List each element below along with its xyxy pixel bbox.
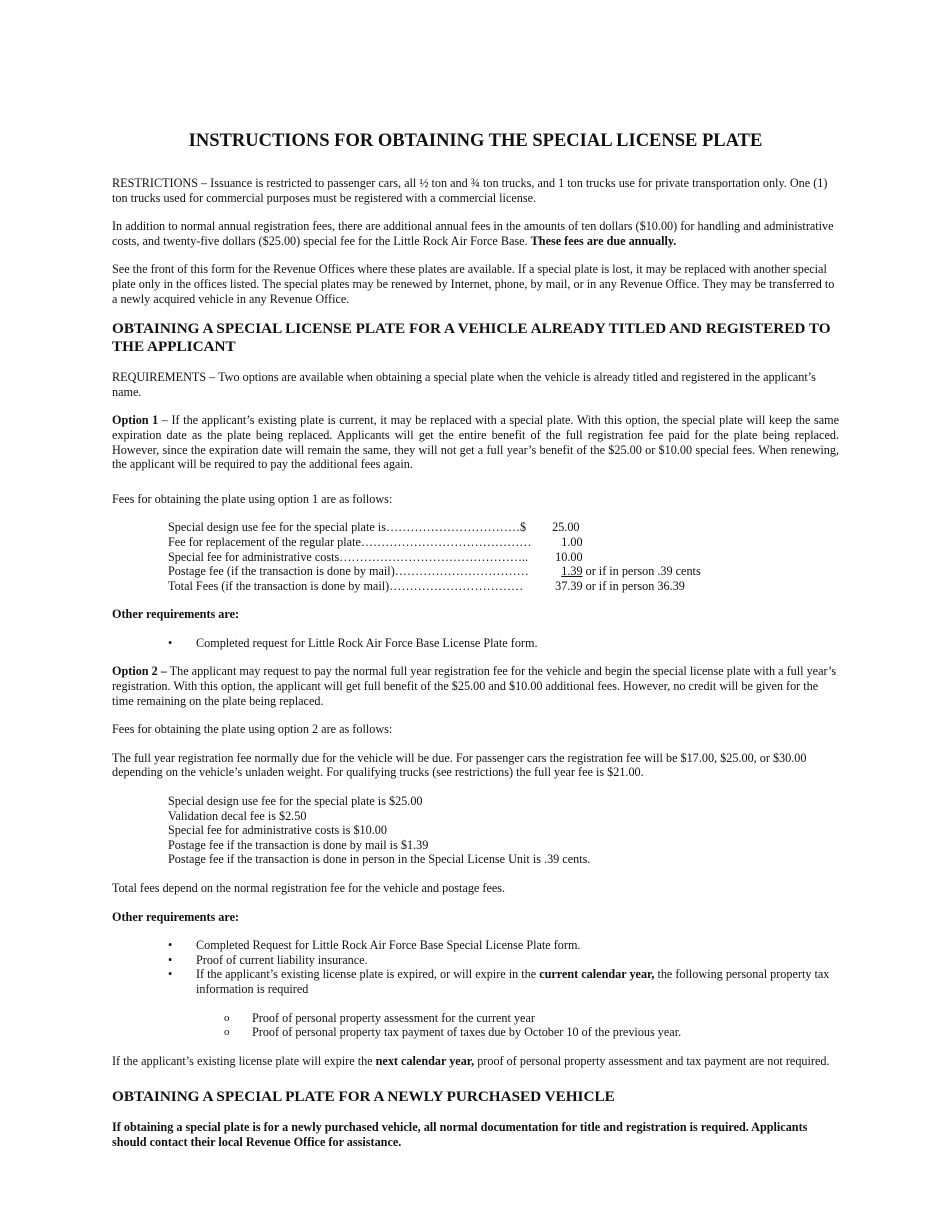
option1-text: – If the applicant’s existing plate is current, it may be replaced with a special plate. With this option, the special plate will keep the same expiration date as the plate being replaced. Applicants will get the entire benefit of the full registration fee paid for the plate being replaced. However, since the expiration date will remain the same, they will not get a full year’s benefit of the $25.00 or $10.00 special fees. When renewing, the applicant will be required to pay the additional fees again.: [112, 413, 839, 472]
fee-value-suffix: or if in person .39 cents: [582, 564, 701, 579]
fee-label: Special fee for administrative costs………………………………………..: [168, 549, 529, 564]
next-year-pre: If the applicant’s existing license plate will expire the: [112, 1053, 376, 1068]
fee-value: [546, 564, 701, 579]
list-item: • Completed request for Little Rock Air Force Base License Plate form.: [112, 636, 839, 651]
annual-fees-bold: These fees are due annually.: [530, 233, 677, 248]
option1-fees-intro: Fees for obtaining the plate using option 1 are as follows:: [112, 491, 393, 506]
restrictions-paragraph: RESTRICTIONS – Issuance is restricted to passenger cars, all ½ ton and ¾ ton trucks, and 1 ton trucks use for private transportation only. One (1) ton trucks used for commercial purposes must be registered with a commercial license.: [112, 176, 828, 205]
option1-label: Option 1: [112, 413, 159, 428]
fee-row: [168, 550, 839, 565]
fee-value: 37.39 or if in person 36.39: [546, 578, 685, 593]
list-item: Postage fee if the transaction is done in person in the Special License Unit is .39 cents.: [168, 852, 591, 867]
list-item: • Proof of current liability insurance.: [112, 953, 839, 968]
next-year-post: proof of personal property assessment and tax payment are not required.: [474, 1053, 830, 1068]
revenue-offices-paragraph: See the front of this form for the Revenue Offices where these plates are available. If a special plate is lost, it may be replaced with another special plate only in the offices listed. The special plates may be renewed by Internet, phone, by mail, or in any Revenue Office. They may be transferred to a newly acquired vehicle in any Revenue Office.: [112, 262, 835, 306]
next-year-bold: next calendar year,: [375, 1053, 475, 1068]
other-requirements-label: Other requirements are:: [112, 607, 240, 622]
list-item: Postage fee if the transaction is done by mail is $1.39: [168, 837, 429, 852]
fee-row: [168, 535, 839, 550]
list-item: Validation decal fee is $2.50: [168, 808, 307, 823]
option2-fees-intro: Fees for obtaining the plate using option 2 are as follows:: [112, 722, 393, 737]
other-requirements-heading: [112, 607, 839, 622]
fee-label: Postage fee (if the transaction is done by mail)……………………………: [168, 564, 529, 579]
sublist-item: o Proof of personal property tax payment of taxes due by October 10 of the previous year.: [112, 1025, 839, 1040]
list-item: • Completed Request for Little Rock Air Force Base Special License Plate form.: [112, 938, 839, 953]
fee-value-underlined: 1.39: [561, 564, 583, 579]
item3-text-pre: If the applicant’s existing license plate is expired, or will expire in the: [196, 967, 540, 982]
total-fees-paragraph: Total fees depend on the normal registration fee for the vehicle and postage fees.: [112, 881, 506, 895]
option2-fee-list: [168, 794, 839, 867]
sublist-item: o Proof of personal property assessment for the current year: [112, 1011, 839, 1026]
option1-fee-table: [168, 520, 839, 593]
fee-value: 10.00: [546, 549, 583, 564]
tax-info-sublist: [196, 1011, 839, 1040]
option2-text: The applicant may request to pay the normal full year registration fee for the vehicle and begin the special license plate with a full year’s registration. With this option, the applicant will get full benefit of the $25.00 and $10.00 additional fees. However, no credit will be given for the time remaining on the plate being replaced.: [112, 664, 837, 708]
annual-fees-text: In addition to normal annual registration fees, there are additional annual fees in the amounts of ten dollars ($10.00) for handling and administrative costs, and twenty-five dollars ($25.00) special fee for the Little Rock Air Force Base.: [112, 219, 834, 248]
option1-paragraph: [112, 413, 839, 471]
fee-label: Special design use fee for the special plate is……………………………$: [168, 520, 527, 535]
item3-text-post: the following personal property tax information is required: [196, 967, 830, 996]
list-item: Special design use fee for the special plate is $25.00: [168, 794, 423, 809]
new-vehicle-text: If obtaining a special plate is for a newly purchased vehicle, all normal documentation for title and registration is required. Applicants should contact their local Revenue Office for assistance.: [112, 1120, 808, 1149]
annual-fees-paragraph: [112, 219, 839, 248]
option2-paragraph: [112, 664, 839, 708]
fee-value: 25.00: [546, 520, 580, 535]
section-heading-already-titled: OBTAINING A SPECIAL LICENSE PLATE FOR A VEHICLE ALREADY TITLED AND REGISTERED TO THE APPLICANT: [112, 320, 831, 356]
fee-value-prefix: [546, 564, 561, 578]
fee-value: 1.00: [546, 534, 583, 549]
fee-label: Fee for replacement of the regular plate……………………………………: [168, 534, 532, 549]
requirements-paragraph: REQUIREMENTS – Two options are available when obtaining a special plate when the vehicle is already titled and registered in the applicant’s name.: [112, 370, 816, 399]
new-vehicle-paragraph: [112, 1120, 839, 1149]
fee-row: [168, 564, 839, 579]
item3-text-bold: current calendar year,: [539, 967, 655, 982]
section-heading-new-vehicle: OBTAINING A SPECIAL PLATE FOR A NEWLY PURCHASED VEHICLE: [112, 1088, 615, 1106]
next-year-paragraph: [112, 1054, 839, 1069]
option2-label: Option 2 –: [112, 664, 167, 679]
option1-requirements-list: [112, 636, 839, 651]
other-requirements-label-2: Other requirements are:: [112, 909, 240, 924]
list-item: [112, 967, 839, 1039]
other-requirements-heading-2: [112, 910, 839, 925]
option2-requirements-list: [112, 938, 839, 1040]
list-item: Special fee for administrative costs is $10.00: [168, 823, 387, 838]
fee-row: [168, 579, 839, 594]
page-title: INSTRUCTIONS FOR OBTAINING THE SPECIAL LICENSE PLATE: [188, 131, 763, 151]
fee-label: Total Fees (if the transaction is done by mail)……………………………: [168, 578, 524, 593]
option2-registration-paragraph: The full year registration fee normally due for the vehicle will be due. For passenger cars the registration fee will be $17.00, $25.00, or $30.00 depending on the vehicle’s unladen weight. For qualifying trucks (see restrictions) the full year fee is $21.00.: [112, 750, 807, 780]
fee-row: [168, 520, 839, 535]
